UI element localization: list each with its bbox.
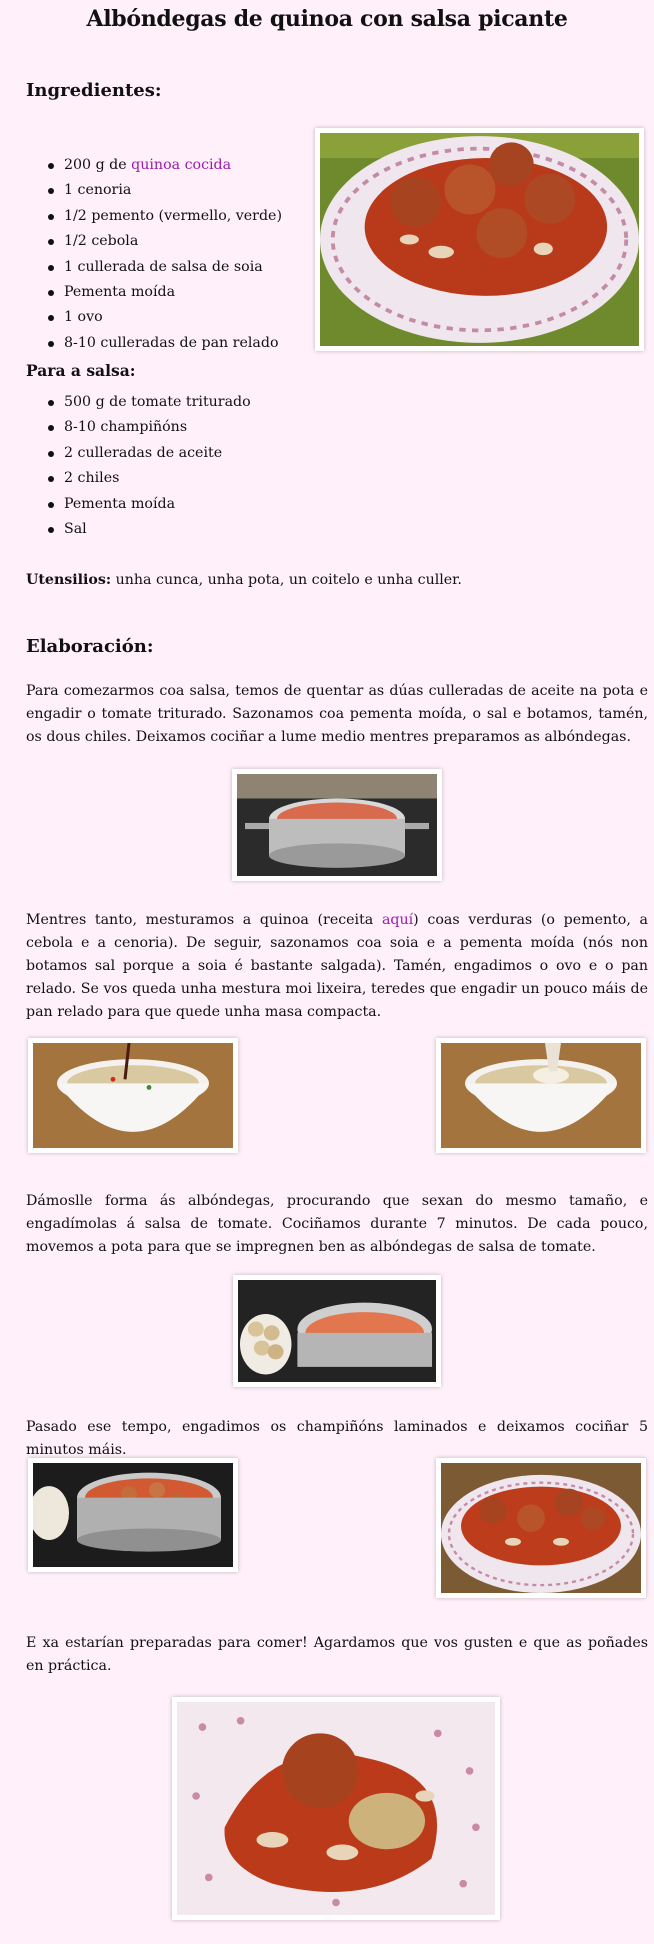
elaboration-step-3: Dámoslle forma ás albóndegas, procurando que sexan do mesmo tamaño, e engadímolas á salsa de tomate. Cociñamos durante 7 minutos. De cada pouco, movemos a pota para que se impregnen ben as albóndegas de salsa de tomate.: [26, 1193, 648, 1255]
list-item: Pementa moída: [26, 280, 282, 305]
utensils-paragraph: Utensilios: unha cunca, unha pota, un coitelo e unha culler.: [26, 572, 462, 588]
list-item: 1 cenoria: [26, 178, 282, 203]
list-item: 200 g de quinoa cocida: [26, 153, 282, 178]
elaboration-heading: Elaboración:: [26, 636, 154, 657]
pot-tomato-photo: [232, 769, 442, 881]
list-item: Sal: [26, 517, 251, 542]
cooking-pot-photo: [28, 1458, 238, 1572]
list-item: 1 ovo: [26, 305, 282, 330]
meatball-closeup-photo: [172, 1697, 500, 1920]
list-item: Pementa moída: [26, 492, 251, 517]
list-item: 1/2 cebola: [26, 229, 282, 254]
ingredients-list: [26, 153, 282, 356]
sauce-heading: Para a salsa:: [26, 361, 136, 380]
list-item: 8-10 culleradas de pan relado: [26, 331, 282, 356]
list-item: 8-10 champiñóns: [26, 415, 251, 440]
meatballs-and-pot-photo: [233, 1275, 441, 1387]
quinoa-link[interactable]: quinoa cocida: [131, 157, 232, 173]
list-item: 2 chiles: [26, 466, 251, 491]
list-item: 1/2 pemento (vermello, verde): [26, 204, 282, 229]
elaboration-step-2: Mentres tanto, mesturamos a quinoa (receita aquí) coas verduras (o pemento, a cebola e a cenoria). De seguir, sazonamos coa soia e a pementa moída (nós non botamos sal porque a soia é bastante salgada). Tamén, engadimos o ovo e o pan relado. Se vos queda unha mestura moi lixeira, teredes que engadir un pouco máis de pan relado para que quede unha masa compacta.: [26, 912, 648, 1020]
list-item: 2 culleradas de aceite: [26, 441, 251, 466]
elaboration-step-4: Pasado ese tempo, engadimos os champiñóns laminados e deixamos cociñar 5 minutos máis.: [26, 1419, 648, 1458]
meatballs-plate-photo: [315, 128, 644, 351]
list-item: 500 g de tomate triturado: [26, 390, 251, 415]
elaboration-step-1: Para comezarmos coa salsa, temos de quentar as dúas culleradas de aceite na pota e engadir o tomate triturado. Sazonamos coa pementa moída, o sal e botamos, tamén, os dous chiles. Deixamos cociñar a lume medio mentres preparamos as albóndegas.: [26, 683, 648, 745]
mixing-bowl-breadcrumbs-photo: [436, 1038, 646, 1153]
plated-meatballs-photo: [436, 1458, 646, 1598]
list-item: 1 cullerada de salsa de soia: [26, 255, 282, 280]
sauce-list: [26, 390, 251, 542]
quinoa-recipe-link[interactable]: aquí: [381, 912, 414, 928]
ingredients-heading: Ingredientes:: [26, 80, 162, 101]
elaboration-step-5: E xa estarían preparadas para comer! Agardamos que vos gusten e que as poñades en práctica.: [26, 1635, 648, 1674]
page-title: Albóndegas de quinoa con salsa picante: [86, 6, 568, 32]
mixing-bowl-soy-photo: [28, 1038, 238, 1153]
